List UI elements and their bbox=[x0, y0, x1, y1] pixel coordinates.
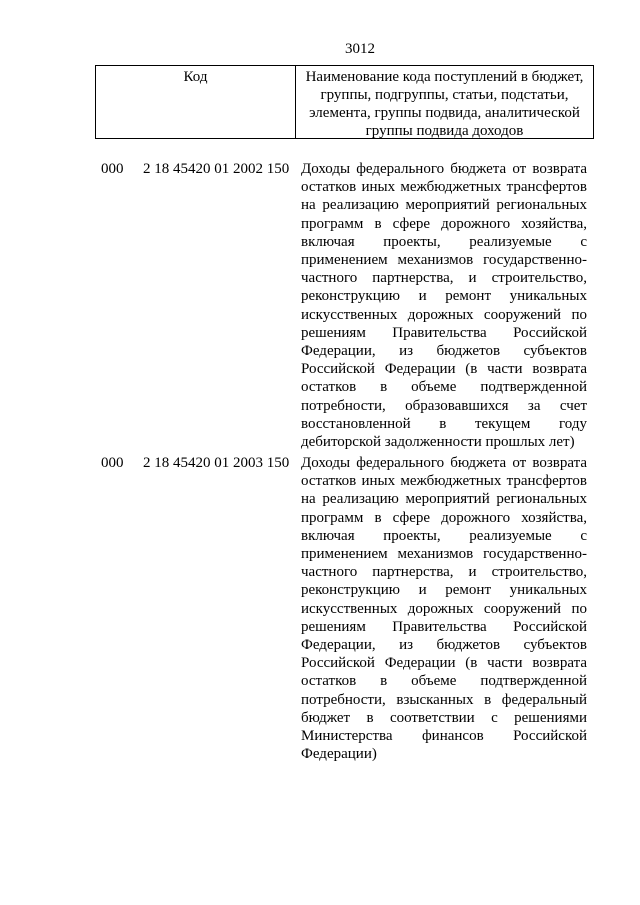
header-name-column: Наименование кода поступлений в бюджет, группы, подгруппы, статьи, подстатьи, элемента, группы подвида, аналитической группы подвида доходов bbox=[305, 69, 584, 139]
revenue-description: Доходы федерального бюджета от возврата остатков иных межбюджетных трансфертов на реализацию мероприятий региональных программ в сфере дорожного хозяйства, включая проекты, реализуемые с применением механизмов государственно-частного партнерства, и строительство, реконструкцию и ремонт уникальных искусственных дорожных сооружений по решениям Правительства Российской Федерации, из бюджетов субъектов Российской Федерации (в части возврата остатков в объеме подтвержденной потребности, образовавшихся за счет восстановленной в текущем году дебиторской задолженности прошлых лет) bbox=[301, 161, 587, 451]
revenue-description: Доходы федерального бюджета от возврата остатков иных межбюджетных трансфертов на реализацию мероприятий региональных программ в сфере дорожного хозяйства, включая проекты, реализуемые с применением механизмов государственно-частного партнерства, и строительство, реконструкцию и ремонт уникальных искусственных дорожных сооружений по решениям Правительства Российской Федерации, из бюджетов субъектов Российской Федерации (в части возврата остатков в объеме подтвержденной потребности, взысканных в федеральный бюджет в соответствии с решениями Министерства финансов Российской Федерации) bbox=[301, 455, 587, 763]
revenue-code: 2 18 45420 01 2003 150 bbox=[143, 455, 290, 471]
header-code-column: Код bbox=[96, 66, 296, 138]
page-number: 3012 bbox=[345, 41, 375, 57]
admin-code: 000 bbox=[101, 455, 124, 471]
table-header bbox=[95, 65, 594, 139]
admin-code: 000 bbox=[101, 161, 124, 177]
revenue-code: 2 18 45420 01 2002 150 bbox=[143, 161, 290, 177]
